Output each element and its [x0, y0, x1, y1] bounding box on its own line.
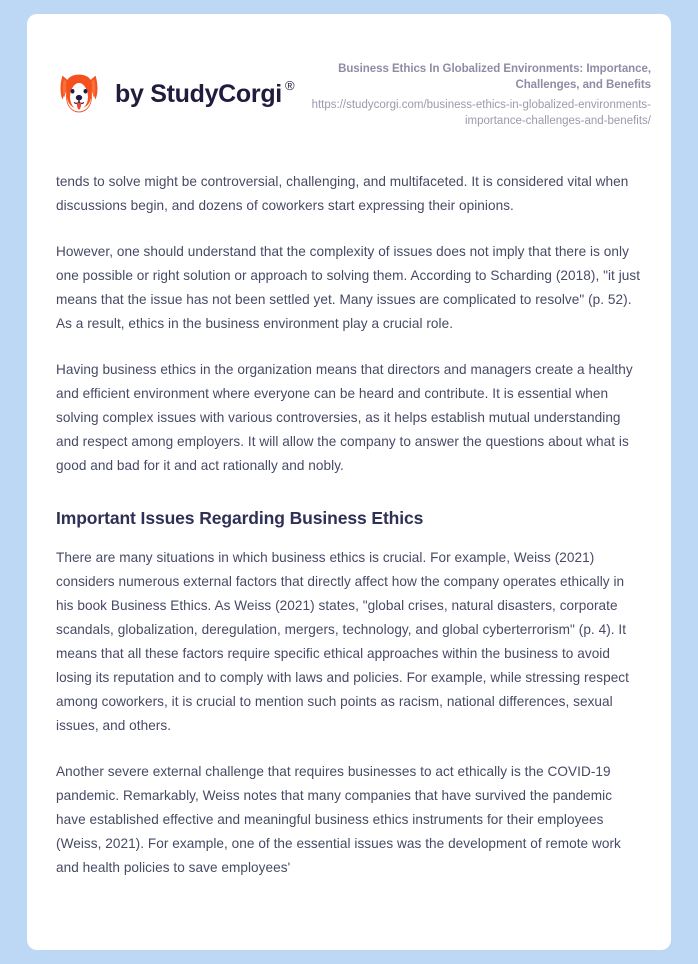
document-page	[27, 14, 671, 950]
section-heading: Important Issues Regarding Business Ethics	[56, 508, 424, 529]
document-url[interactable]: https://studycorgi.com/business-ethics-in-globalized-environments-importance-challenges-and-benefits/	[311, 98, 651, 127]
document-header	[27, 14, 671, 129]
corgi-logo-icon	[56, 71, 102, 117]
paragraph: However, one should understand that the complexity of issues does not imply that there is only one possible or right solution or approach to solving them. According to Scharding (2018), "it just means that the issue has not been settled yet. Many issues are complicated to resolve" (p. 52). As a result, ethics in the business environment play a crucial role.	[56, 244, 641, 332]
brand-name	[115, 80, 294, 109]
paragraph: tends to solve might be controversial, challenging, and multifaceted. It is considered vital when discussions begin, and dozens of coworkers start expressing their opinions.	[56, 174, 629, 214]
document-body	[27, 170, 671, 880]
paragraph: Having business ethics in the organization means that directors and managers create a healthy and efficient environment where everyone can be heard and contribute. It is essential when solving complex issues with various controversies, as it helps establish mutual understanding and respect among employers. It will allow the company to answer the questions about what is good and bad for it and act rationally and nobly.	[56, 362, 633, 474]
registered-trademark-icon: ®	[284, 78, 295, 94]
header-meta	[301, 59, 651, 129]
paragraph: There are many situations in which business ethics is crucial. For example, Weiss (2021) considers numerous external factors that directly affect how the company operates ethically in his book Business Ethics. As Weiss (2021) states, "global crises, natural disasters, corporate scandals, globalization, deregulation, mergers, technology, and global cyberterrorism" (p. 4). It means that all these factors require specific ethical approaches within the business to avoid losing its reputation and to comply with laws and policies. For example, while stressing respect among coworkers, it is crucial to mention such points as racism, national differences, sexual issues, and others.	[56, 550, 629, 734]
paragraph: Another severe external challenge that requires businesses to act ethically is the COVID-19 pandemic. Remarkably, Weiss notes that many companies that have survived the pandemic have established effective and meaningful business ethics instruments for their employees (Weiss, 2021). For example, one of the essential issues was the development of remote work and health policies to save employees'	[56, 764, 621, 876]
document-title: Business Ethics In Globalized Environments: Importance, Challenges, and Benefits	[338, 63, 651, 92]
brand-logo-block[interactable]	[56, 59, 294, 117]
brand-name-label: by StudyCorgi	[115, 79, 282, 108]
